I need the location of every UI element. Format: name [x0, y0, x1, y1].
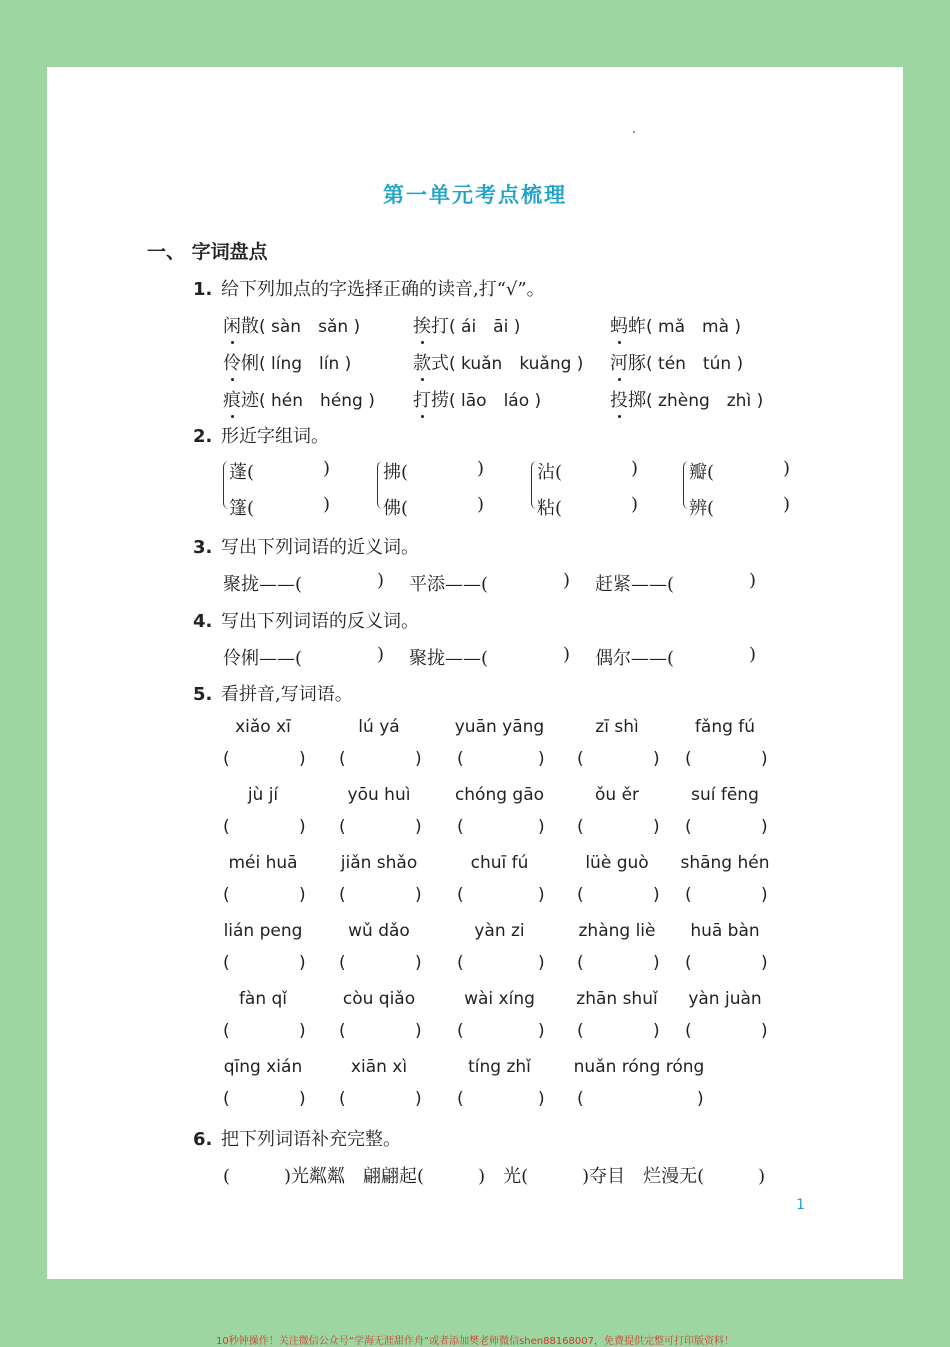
blank-close: ) [538, 749, 545, 769]
q2-close-top: ) [323, 458, 331, 479]
pinyin: lián peng [223, 921, 303, 941]
q1-option [223, 386, 375, 412]
pinyin: zī shì [595, 717, 639, 737]
dotted-char: 闲 [223, 312, 241, 338]
blank-open: ( [339, 1089, 346, 1109]
q2-close-bottom: ) [783, 494, 791, 515]
word-item: 赶紧——( [595, 574, 675, 595]
blank-open: ( [223, 1021, 230, 1041]
blank-close: ) [697, 1089, 704, 1109]
pinyin-choices: ( mǎ mà ) [646, 317, 742, 337]
pinyin: fǎng fú [694, 717, 756, 737]
q6-fill-line: ( )光粼粼 翩翩起( ) 光( )夺目 烂漫无( ) [223, 1166, 766, 1187]
dotted-char: 投 [610, 386, 628, 412]
blank-open: ( [223, 953, 230, 973]
blank-close: ) [761, 953, 768, 973]
blank-close: ) [299, 1089, 306, 1109]
section-heading: 一、 字词盘点 [147, 241, 268, 263]
blank-close: ) [563, 644, 571, 665]
blank-close: ) [761, 817, 768, 837]
word-rest: 式 [431, 353, 449, 374]
q1-option [610, 386, 763, 412]
blank-close: ) [415, 817, 422, 837]
pinyin: tíng zhǐ [468, 1057, 531, 1077]
pinyin-choices: ( hén héng ) [259, 391, 375, 411]
dotted-char: 打 [413, 386, 431, 412]
blank-close: ) [653, 1021, 660, 1041]
word-rest: 豚 [628, 353, 646, 374]
pinyin: fàn qǐ [238, 989, 288, 1009]
blank-close: ) [415, 953, 422, 973]
pinyin-choices: ( líng lín ) [259, 354, 352, 374]
word-item: 伶俐——( [223, 648, 303, 669]
blank-close: ) [538, 817, 545, 837]
blank-open: ( [577, 1089, 584, 1109]
pinyin: wǔ dǎo [348, 921, 410, 941]
question-1: 1. 给下列加点的字选择正确的读音,打“√”。 [193, 279, 545, 300]
pinyin: còu qiǎo [342, 989, 416, 1009]
blank-close: ) [653, 817, 660, 837]
pinyin: xiǎo xī [235, 717, 291, 737]
dotted-char: 蚂 [610, 312, 628, 338]
pinyin: jù jí [247, 785, 279, 805]
pinyin: xiān xì [350, 1057, 408, 1077]
pinyin: zhān shuǐ [576, 989, 658, 1009]
blank-open: ( [223, 885, 230, 905]
pinyin: méi huā [228, 853, 298, 873]
dotted-char: 款 [413, 349, 431, 375]
page-number: 1 [796, 1197, 805, 1213]
pinyin: yuān yāng [454, 717, 545, 737]
blank-close: ) [415, 1021, 422, 1041]
pinyin: ǒu ěr [594, 785, 640, 805]
q1-option [413, 386, 541, 412]
blank-close: ) [415, 885, 422, 905]
blank-close: ) [299, 885, 306, 905]
blank-open: ( [223, 1089, 230, 1109]
pinyin: yàn juàn [688, 989, 762, 1009]
pinyin-choices: ( ái āi ) [449, 317, 521, 337]
footer-notice: 10秒钟操作！关注微信公众号“学海无涯甜作舟”或者添加樊老师微信shen88168007，免费提供完整可打印版资料！ [215, 1336, 735, 1347]
word-item: 聚拢——( [409, 648, 489, 669]
q1-option [610, 349, 743, 375]
blank-close: ) [749, 644, 757, 665]
pinyin: yōu huì [347, 785, 411, 805]
word-rest: 捞 [431, 390, 449, 411]
dotted-char: 伶 [223, 349, 241, 375]
q2-char-bottom: 辨( [689, 498, 715, 519]
pinyin: huā bàn [690, 921, 760, 941]
q2-close-top: ) [783, 458, 791, 479]
pinyin-choices: ( zhèng zhì ) [646, 391, 764, 411]
blank-close: ) [538, 885, 545, 905]
blank-open: ( [339, 817, 346, 837]
blank-close: ) [761, 885, 768, 905]
word-item: 平添——( [409, 574, 489, 595]
blank-open: ( [457, 953, 464, 973]
blank-open: ( [577, 885, 584, 905]
blank-close: ) [761, 749, 768, 769]
word-item: 偶尔——( [595, 648, 675, 669]
q2-char-bottom: 篷( [229, 498, 255, 519]
blank-open: ( [685, 885, 692, 905]
blank-open: ( [577, 817, 584, 837]
speck [633, 131, 635, 133]
blank-open: ( [685, 817, 692, 837]
blank-close: ) [653, 953, 660, 973]
blank-close: ) [415, 1089, 422, 1109]
blank-close: ) [538, 1089, 545, 1109]
dotted-char: 河 [610, 349, 628, 375]
pinyin-choices: ( kuǎn kuǎng ) [449, 354, 584, 374]
blank-open: ( [457, 749, 464, 769]
word-rest: 掷 [628, 390, 646, 411]
word-rest: 散 [241, 316, 259, 337]
pinyin: wài xíng [464, 989, 535, 1009]
blank-open: ( [339, 885, 346, 905]
pinyin-choices: ( tén tún ) [646, 354, 744, 374]
q2-close-bottom: ) [323, 494, 331, 515]
pinyin: nuǎn róng róng [573, 1057, 705, 1077]
blank-close: ) [299, 1021, 306, 1041]
pinyin: zhàng liè [578, 921, 656, 941]
pinyin: lüè guò [585, 853, 649, 873]
blank-open: ( [339, 1021, 346, 1041]
blank-open: ( [685, 953, 692, 973]
blank-close: ) [563, 570, 571, 591]
blank-open: ( [457, 1089, 464, 1109]
q1-option [610, 312, 741, 338]
dotted-char: 挨 [413, 312, 431, 338]
blank-close: ) [377, 644, 385, 665]
blank-close: ) [538, 953, 545, 973]
page-title: 第一单元考点梳理 [383, 182, 567, 207]
word-item: 聚拢——( [223, 574, 303, 595]
q2-char-top: 蓬( [229, 462, 255, 483]
question-5: 5. 看拼音,写词语。 [193, 684, 353, 705]
blank-open: ( [339, 749, 346, 769]
q1-option [223, 312, 360, 338]
worksheet-page [47, 67, 903, 1279]
pinyin: shāng hén [680, 853, 770, 873]
question-4: 4. 写出下列词语的反义词。 [193, 611, 419, 632]
q2-close-bottom: ) [477, 494, 485, 515]
pinyin-choices: ( lāo láo ) [449, 391, 542, 411]
q2-char-top: 瓣( [689, 462, 715, 483]
q2-close-top: ) [631, 458, 639, 479]
pinyin: chóng gāo [454, 785, 545, 805]
blank-open: ( [457, 1021, 464, 1041]
blank-close: ) [653, 885, 660, 905]
blank-close: ) [299, 817, 306, 837]
word-rest: 迹 [241, 390, 259, 411]
question-3: 3. 写出下列词语的近义词。 [193, 537, 419, 558]
blank-close: ) [653, 749, 660, 769]
pinyin: qīng xián [223, 1057, 303, 1077]
word-rest: 打 [431, 316, 449, 337]
word-rest: 蚱 [628, 316, 646, 337]
blank-close: ) [377, 570, 385, 591]
question-2: 2. 形近字组词。 [193, 426, 329, 447]
question-6: 6. 把下列词语补充完整。 [193, 1129, 401, 1150]
q1-option [413, 312, 520, 338]
blank-open: ( [339, 953, 346, 973]
pinyin: jiǎn shǎo [340, 853, 418, 873]
pinyin: lú yá [358, 717, 400, 737]
word-rest: 俐 [241, 353, 259, 374]
q2-char-bottom: 粘( [537, 498, 563, 519]
blank-close: ) [749, 570, 757, 591]
pinyin-choices: ( sàn sǎn ) [259, 317, 361, 337]
blank-open: ( [457, 885, 464, 905]
blank-close: ) [299, 749, 306, 769]
blank-open: ( [223, 749, 230, 769]
q1-option [223, 349, 351, 375]
q2-char-top: 沾( [537, 462, 563, 483]
blank-close: ) [761, 1021, 768, 1041]
blank-close: ) [299, 953, 306, 973]
blank-close: ) [538, 1021, 545, 1041]
blank-open: ( [577, 953, 584, 973]
pinyin: yàn zi [474, 921, 525, 941]
q2-close-bottom: ) [631, 494, 639, 515]
blank-open: ( [685, 749, 692, 769]
blank-open: ( [577, 1021, 584, 1041]
q2-close-top: ) [477, 458, 485, 479]
q1-option [413, 349, 583, 375]
blank-open: ( [457, 817, 464, 837]
blank-open: ( [223, 817, 230, 837]
blank-open: ( [685, 1021, 692, 1041]
pinyin: chuī fú [470, 853, 529, 873]
blank-open: ( [577, 749, 584, 769]
q2-char-bottom: 佛( [383, 498, 409, 519]
q2-char-top: 拂( [383, 462, 409, 483]
dotted-char: 痕 [223, 386, 241, 412]
pinyin: suí fēng [691, 785, 759, 805]
blank-close: ) [415, 749, 422, 769]
